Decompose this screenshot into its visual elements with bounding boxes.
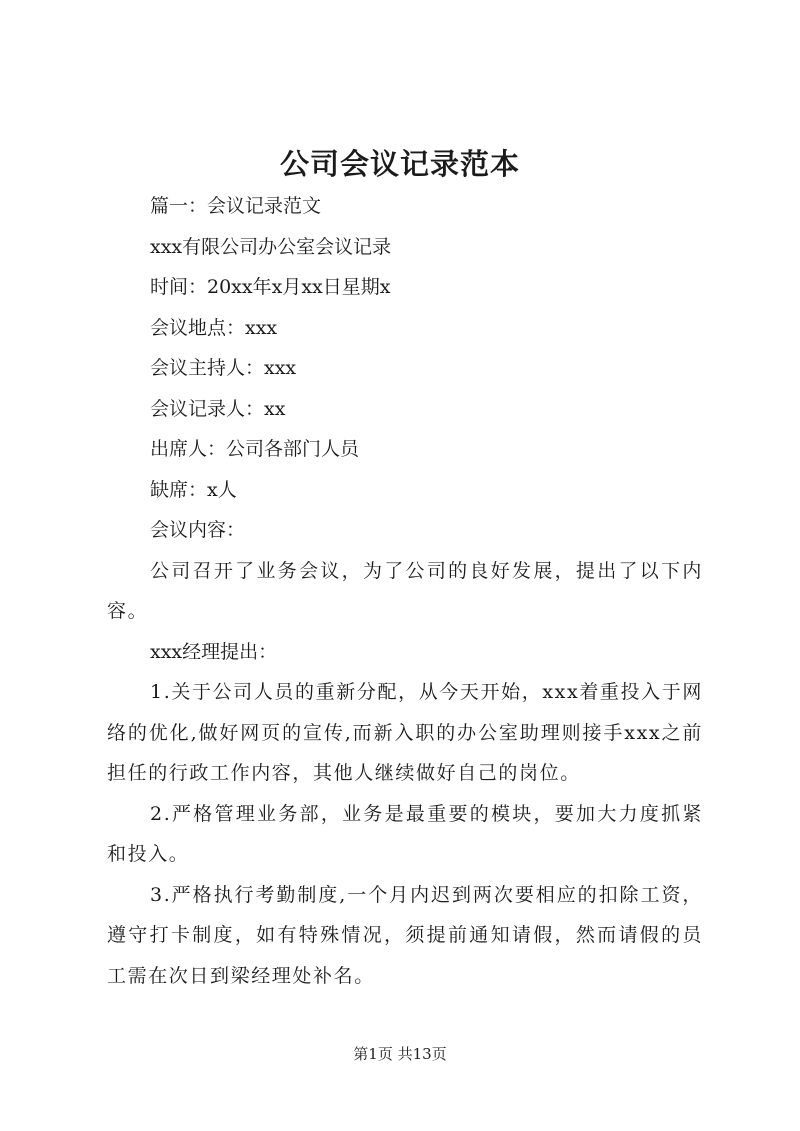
item-1-paragraph: 1.关于公司人员的重新分配，从今天开始，xxx着重投入于网络的优化,做好网页的宣传,而新入职的办公室助理则接手xxx之前担任的行政工作内容，其他人继续做好自己的岗位。	[107, 681, 703, 784]
meeting-attendees: 出席人：公司各部门人员	[150, 438, 360, 460]
company-heading: xxx有限公司办公室会议记录	[150, 235, 392, 258]
item-3-paragraph: 3.严格执行考勤制度,一个月内迟到两次要相应的扣除工资，遵守打卡制度，如有特殊情况，须提前通知请假，然而请假的员工需在次日到梁经理处补名。	[107, 883, 703, 987]
meeting-host: 会议主持人：xxx	[150, 357, 297, 379]
meeting-location: 会议地点：xxx	[150, 316, 278, 339]
meeting-absent: 缺席：x人	[150, 478, 237, 501]
meeting-time: 时间：20xx年x月xx日星期x	[150, 276, 391, 298]
manager-line: xxx经理提出：	[150, 640, 278, 663]
document-title: 公司会议记录范本	[279, 147, 520, 181]
meeting-content-label: 会议内容：	[150, 519, 246, 541]
item-2-paragraph: 2.严格管理业务部，业务是最重要的模块，要加大力度抓紧和投入。	[107, 802, 703, 865]
page-footer: 第1页 共13页	[353, 1045, 447, 1063]
intro-paragraph: 公司召开了业务会议，为了公司的良好发展，提出了以下内容。	[107, 559, 703, 622]
section-heading: 篇一：会议记录范文	[150, 195, 322, 217]
document-body	[107, 186, 703, 996]
meeting-recorder: 会议记录人：xx	[150, 397, 286, 420]
